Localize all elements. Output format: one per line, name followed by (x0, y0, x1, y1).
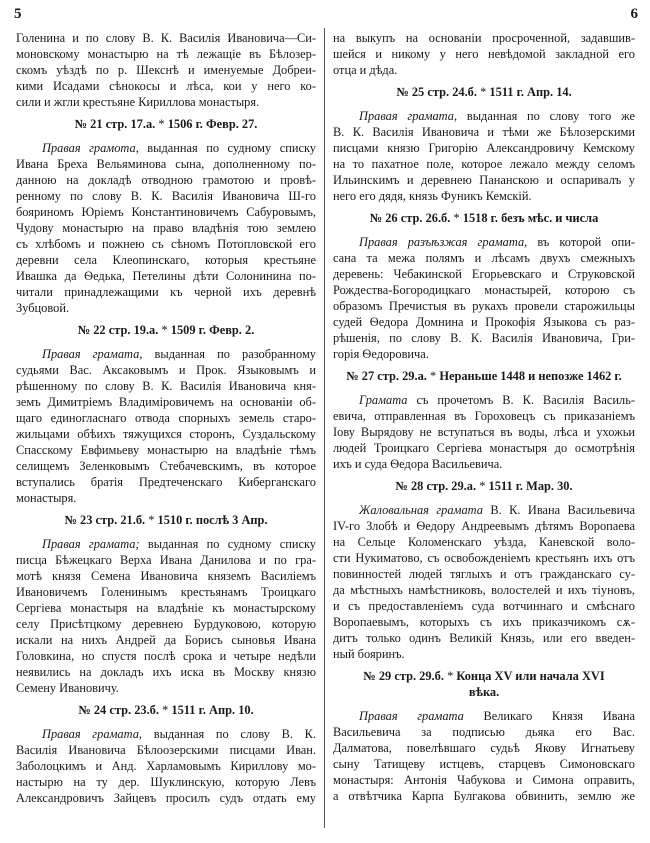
entry-star: * (161, 323, 168, 337)
left-column (16, 30, 316, 806)
line-text: да мѣстныхъ намѣстниковъ, волостелей и ихъ тіуновъ, (333, 583, 635, 597)
line-text: данною на докладѣ отводною грамотою и провѣ- (16, 173, 316, 187)
text-line (333, 756, 635, 772)
text-line (16, 616, 316, 632)
line-text: рѣшенія, по слову В. К. Василія Ивановича, Гри- (333, 331, 635, 345)
line-text: выданная по разобранному (142, 347, 316, 361)
line-text: деревень: Чебакинской Егорьевскаго и Струковской (333, 267, 635, 281)
entry-page: стр. 17.а. (105, 117, 156, 131)
entry-paragraph (333, 108, 635, 204)
line-text: Василія Ивановича Бѣлоозерскими писцами Иван. (16, 743, 316, 757)
entry-star: * (447, 669, 454, 683)
entry-paragraph (333, 708, 635, 804)
entry-number: № 26 (369, 211, 398, 225)
line-text: монастыря: Антонія Чабукова и Симона оправить, (333, 773, 635, 787)
line-text: щаго единогласнаго отвода спорныхъ земель старо- (16, 411, 316, 425)
line-text: въ которой опи- (527, 235, 635, 249)
text-line (333, 408, 635, 424)
text-line (333, 772, 635, 788)
line-text: мотѣ князя Семена Ивановича княземъ Василіемъ (16, 569, 316, 583)
text-line (16, 458, 316, 474)
entry-heading (333, 668, 635, 700)
entry-date: 1518 г. безъ мѣс. и числа (462, 211, 599, 225)
entry-heading (16, 512, 316, 528)
text-line (16, 252, 316, 268)
line-text: на Сельце Коломенскаго уѣзда, Каневской воло- (333, 535, 635, 549)
text-line (16, 426, 316, 442)
entry-paragraph (16, 536, 316, 696)
text-line (16, 220, 316, 236)
line-text: отца и дѣда. (333, 63, 398, 77)
entry-heading (333, 84, 635, 100)
text-line (333, 124, 635, 140)
line-text: Александровичъ Зайцевъ просилъ судъ отдать ему (16, 791, 316, 805)
text-line (16, 62, 316, 78)
entry-number: № 24 (78, 703, 107, 717)
entry-paragraph (16, 140, 316, 316)
text-line (16, 78, 316, 94)
document-type: Грамата (359, 393, 408, 407)
line-text: сыну Татищеву истцевъ, старцевъ Симоновскаго (333, 757, 635, 771)
text-line (333, 250, 635, 266)
line-text: Заболоцкимъ и Анд. Харламовымъ Кириллову мо- (16, 759, 316, 773)
line-text: съ прочетомъ В. К. Василія Василь- (407, 393, 635, 407)
text-line (333, 724, 635, 740)
line-text: рѣшенному по слову В. К. Василія Ивановича кня- (16, 379, 316, 393)
text-line (333, 614, 635, 630)
text-line (16, 442, 316, 458)
entry-page: стр. 23.б. (109, 703, 159, 717)
line-text: ренному по слову В. К. Василія Ивановича Ш-го (16, 189, 316, 203)
line-text: В. К. Василія Ивановича и тѣми же Бѣлозерскими (333, 125, 635, 139)
line-text: ный бояринъ. (333, 647, 405, 661)
entry-date: 1511 г. Мар. 30. (488, 479, 573, 493)
text-line (333, 330, 635, 346)
text-line (333, 598, 635, 614)
text-line (333, 440, 635, 456)
line-text: жильцами обѣихъ тяжущихся сторонъ, Суздальскому (16, 427, 316, 441)
line-text: выданная по судному списку (139, 537, 317, 551)
line-text: Ильинскимъ и деревнею Пананскою и оспаривалъ у (333, 173, 635, 187)
entry-page: стр. 26.б. (400, 211, 451, 225)
entry-paragraph (16, 30, 316, 110)
entry-date: 1509 г. Февр. 2. (170, 323, 255, 337)
line-text: Спасскому Евфимьеву монастырю на владѣніе тѣмъ (16, 443, 316, 457)
entry-paragraph (333, 234, 635, 362)
text-line (333, 518, 635, 534)
text-line (333, 630, 635, 646)
line-text: Чудову монастырю на право владѣнія тою землею (16, 221, 316, 235)
line-text: селищемъ Зеленковымъ Стебачевскимъ, въ которое (16, 459, 316, 473)
text-line (16, 536, 316, 552)
line-text: дитъ только одинъ Великій Князь, или его введен- (333, 631, 635, 645)
document-type: Правая грамата; (42, 537, 140, 551)
entry-paragraph (16, 346, 316, 506)
text-line (333, 266, 635, 282)
text-line (16, 236, 316, 252)
text-line (333, 156, 635, 172)
line-text: В. К. Ивана Васильевича (482, 503, 635, 517)
line-text: писцами князю Григорію Александровичу Кемскому (333, 141, 635, 155)
text-line (333, 314, 635, 330)
right-column (333, 30, 635, 804)
entry-star: * (430, 369, 437, 383)
document-type: Правая грамата (359, 709, 464, 723)
line-text: выданная по слову того же (457, 109, 635, 123)
line-text: читали принадлежащими къ черной ихъ деревнѣ (16, 285, 316, 299)
document-type: Правая грамата, (359, 109, 458, 123)
line-text: повинностей людей тяглыхъ и отъ гражданскаго су- (333, 567, 635, 581)
line-text: на то пахатное поле, которое лежало между селомъ (333, 157, 635, 171)
line-text: Васильевича за подписью дьяка его Вас. (333, 725, 635, 739)
entry-star: * (158, 117, 165, 131)
line-text: образомъ Пречистыя въ рукахъ провели старожильцы (333, 299, 635, 313)
entry-date: 1511 г. Апр. 10. (171, 703, 254, 717)
entry-page: стр. 29.б. (394, 669, 444, 683)
text-line (333, 582, 635, 598)
entry-heading (333, 478, 635, 494)
text-line (333, 534, 635, 550)
entry-number: № 29 (363, 669, 392, 683)
text-line (333, 62, 635, 78)
entry-paragraph (333, 392, 635, 472)
text-line (333, 346, 635, 362)
entry-heading (16, 116, 316, 132)
entry-number: № 22 (77, 323, 106, 337)
line-text: Далматова, повелѣвшаго судьѣ Якову Игнатьеву (333, 741, 635, 755)
document-type: Жаловальная грамата (359, 503, 483, 517)
text-line (333, 424, 635, 440)
text-line (16, 140, 316, 156)
text-line (16, 94, 316, 110)
text-line (16, 378, 316, 394)
text-line (333, 46, 635, 62)
text-line (333, 234, 635, 250)
entry-paragraph (333, 502, 635, 662)
line-text: выданная по слову В. К. (142, 727, 317, 741)
line-text: бояриномъ Юріемъ Константиновичемъ Сабуровымъ, (16, 205, 316, 219)
line-text: сана та межа полямъ и лѣсамъ двухъ смежныхъ (333, 251, 635, 265)
text-line (333, 456, 635, 472)
entry-number: № 21 (74, 117, 103, 131)
entry-number: № 27 (346, 369, 375, 383)
line-text: Ивановичемъ Голенинымъ крестьянамъ Троицкаго (16, 585, 316, 599)
text-line (16, 30, 316, 46)
entry-star: * (480, 85, 487, 99)
entry-number: № 23 (64, 513, 93, 527)
text-line (16, 680, 316, 696)
line-text: Воропаевымъ, которыхъ съ ихъ приказчикомъ сѫ- (333, 615, 635, 629)
line-text: скомъ уѣздѣ по р. Шекснѣ и именуемые Добреи- (16, 63, 316, 77)
line-text: Зубцовой. (16, 301, 70, 315)
text-line (16, 490, 316, 506)
line-text: судьями Вас. Аксаковымъ и Прок. Языковымъ и (16, 363, 316, 377)
line-text: ихъ и суда Ѳедора Васильевича. (333, 457, 503, 471)
line-text: выданная по судному списку (138, 141, 316, 155)
page-number-right: 6 (630, 6, 638, 22)
text-line (333, 392, 635, 408)
text-line (16, 552, 316, 568)
entry-heading (16, 702, 316, 718)
text-line (16, 758, 316, 774)
line-text: деревни села Клеопинскаго, которыя крестьяне (16, 253, 316, 267)
text-line (16, 774, 316, 790)
line-text: вступались братія Предтеченскаго Киберганскаго (16, 475, 316, 489)
line-text: на выкупъ на основаніи просроченной, задавшив- (333, 31, 635, 45)
text-line (333, 740, 635, 756)
text-line (333, 298, 635, 314)
text-line (16, 474, 316, 490)
entry-heading (333, 368, 635, 384)
line-text: него его дядя, князь Фуникъ Кемскій. (333, 189, 532, 203)
text-line (333, 646, 635, 662)
line-text: сти Нукиматово, съ освобожденіемъ крестьянъ ихъ отъ (333, 551, 635, 565)
line-text: земъ Димитріемъ Владиміровичемъ на основаніи об- (16, 395, 316, 409)
text-line (333, 108, 635, 124)
page-number-left: 5 (14, 6, 22, 22)
line-text: монастыря. (16, 491, 77, 505)
text-line (16, 410, 316, 426)
text-line (16, 204, 316, 220)
line-text: кими Исадами сѣнокосы и лѣса, кои у него ко- (16, 79, 316, 93)
line-text: Головкина, но спустя послѣ срока и четыре недѣли (16, 649, 316, 663)
line-text: шейся и никому у него невѣдомой закладной его (333, 47, 635, 61)
line-text: неявились на докладъ ихъ иска въ Москву князю (16, 665, 316, 679)
line-text: а отвѣтчика Карпа Булгакова обвинить, землю же (333, 789, 635, 803)
text-line (16, 632, 316, 648)
entry-page: стр. 29.а. (377, 369, 427, 383)
entry-date: 1510 г. послѣ 3 Апр. (157, 513, 268, 527)
entry-page: стр. 21.б. (95, 513, 146, 527)
text-line (16, 790, 316, 806)
line-text: писца Бѣжецкаго Верха Ивана Данилова и по гра- (16, 553, 316, 567)
line-text: горія Ѳедоровича. (333, 347, 429, 361)
text-line (16, 172, 316, 188)
entry-date: Нераньше 1448 и непозже 1462 г. (439, 369, 622, 383)
entry-heading (333, 210, 635, 226)
text-line (16, 584, 316, 600)
line-text: Ивашка да Ѳедька, Петелины дѣти Солонинина по- (16, 269, 316, 283)
text-line (16, 362, 316, 378)
text-line (333, 502, 635, 518)
line-text: Іову Вырядову не вступаться въ воды, лѣса и ухожьи (333, 425, 635, 439)
entry-heading (16, 322, 316, 338)
line-text: моновскому монастырю на тѣ лежащіе въ Бѣлозер- (16, 47, 316, 61)
entry-date: 1506 г. Февр. 27. (167, 117, 258, 131)
line-text: судей Ѳедора Домнина и Прокофія Языкова съ раз- (333, 315, 635, 329)
line-text: настырю на ту дер. Шуклинскую, которую Левъ (16, 775, 316, 789)
text-line (16, 648, 316, 664)
entry-star: * (453, 211, 460, 225)
entry-paragraph (333, 30, 635, 78)
text-line (16, 664, 316, 680)
entry-date-continued: вѣка. (468, 685, 500, 699)
entry-number: № 25 (396, 85, 425, 99)
line-text: людей Троицкаго Сергіева монастыря до осмотрѣнія (333, 441, 635, 455)
line-text: Семену Ивановичу. (16, 681, 119, 695)
entry-page: стр. 29.а. (426, 479, 477, 493)
entry-paragraph (16, 726, 316, 806)
text-line (16, 268, 316, 284)
column-divider (324, 28, 325, 828)
text-line (16, 300, 316, 316)
entry-page: стр. 19.а. (108, 323, 159, 337)
document-type: Правая разъѣзжая грамата, (359, 235, 528, 249)
text-line (333, 566, 635, 582)
text-line (16, 742, 316, 758)
text-line (16, 568, 316, 584)
document-type: Правая грамата, (42, 727, 143, 741)
text-line (333, 282, 635, 298)
line-text: Ивана Бреха Вельяминова сына, дополненному по- (16, 157, 316, 171)
text-line (16, 156, 316, 172)
text-line (333, 188, 635, 204)
line-text: IV-го Злобѣ и Ѳедору Андреевымъ дѣтямъ Воропаева (333, 519, 635, 533)
line-text: искали на нихъ Андрей да Борисъ сыновья Ивана (16, 633, 316, 647)
text-line (16, 46, 316, 62)
entry-star: * (148, 513, 155, 527)
entry-date: 1511 г. Апр. 14. (489, 85, 572, 99)
text-line (16, 188, 316, 204)
line-text: Великаго Князя Ивана (463, 709, 635, 723)
text-line (333, 550, 635, 566)
text-line (16, 600, 316, 616)
text-line (333, 30, 635, 46)
entry-star: * (162, 703, 169, 717)
text-line (16, 346, 316, 362)
line-text: евича, отправленная въ Гороховецъ съ приказаніемъ (333, 409, 635, 423)
entry-page: стр. 24.б. (427, 85, 477, 99)
text-line (333, 140, 635, 156)
line-text: съ хлѣбомъ и пожнею съ сѣномъ Потопловской его (16, 237, 316, 251)
line-text: селу Присѣтцкому деревнею Бурдуковою, которую (16, 617, 316, 631)
document-type: Правая грамота, (42, 141, 139, 155)
entry-star: * (479, 479, 486, 493)
text-line (333, 172, 635, 188)
text-line (16, 726, 316, 742)
line-text: сили и жгли крестьяне Кириллова монастыря. (16, 95, 260, 109)
entry-number: № 28 (395, 479, 424, 493)
line-text: Сергіева монастыря на владѣніе къ монастырскому (16, 601, 316, 615)
text-line (16, 394, 316, 410)
line-text: и съ предоставленіемъ суда вотчиннаго и смѣснаго (333, 599, 635, 613)
document-type: Правая грамата, (42, 347, 143, 361)
text-line (333, 708, 635, 724)
line-text: Голенина и по слову В. К. Василія Ивановича—Си- (16, 31, 316, 45)
text-line (333, 788, 635, 804)
entry-date: Конца XV или начала XVI (456, 669, 605, 683)
line-text: Рождества-Богородицкаго монастырей, которою съ (333, 283, 635, 297)
text-line (16, 284, 316, 300)
